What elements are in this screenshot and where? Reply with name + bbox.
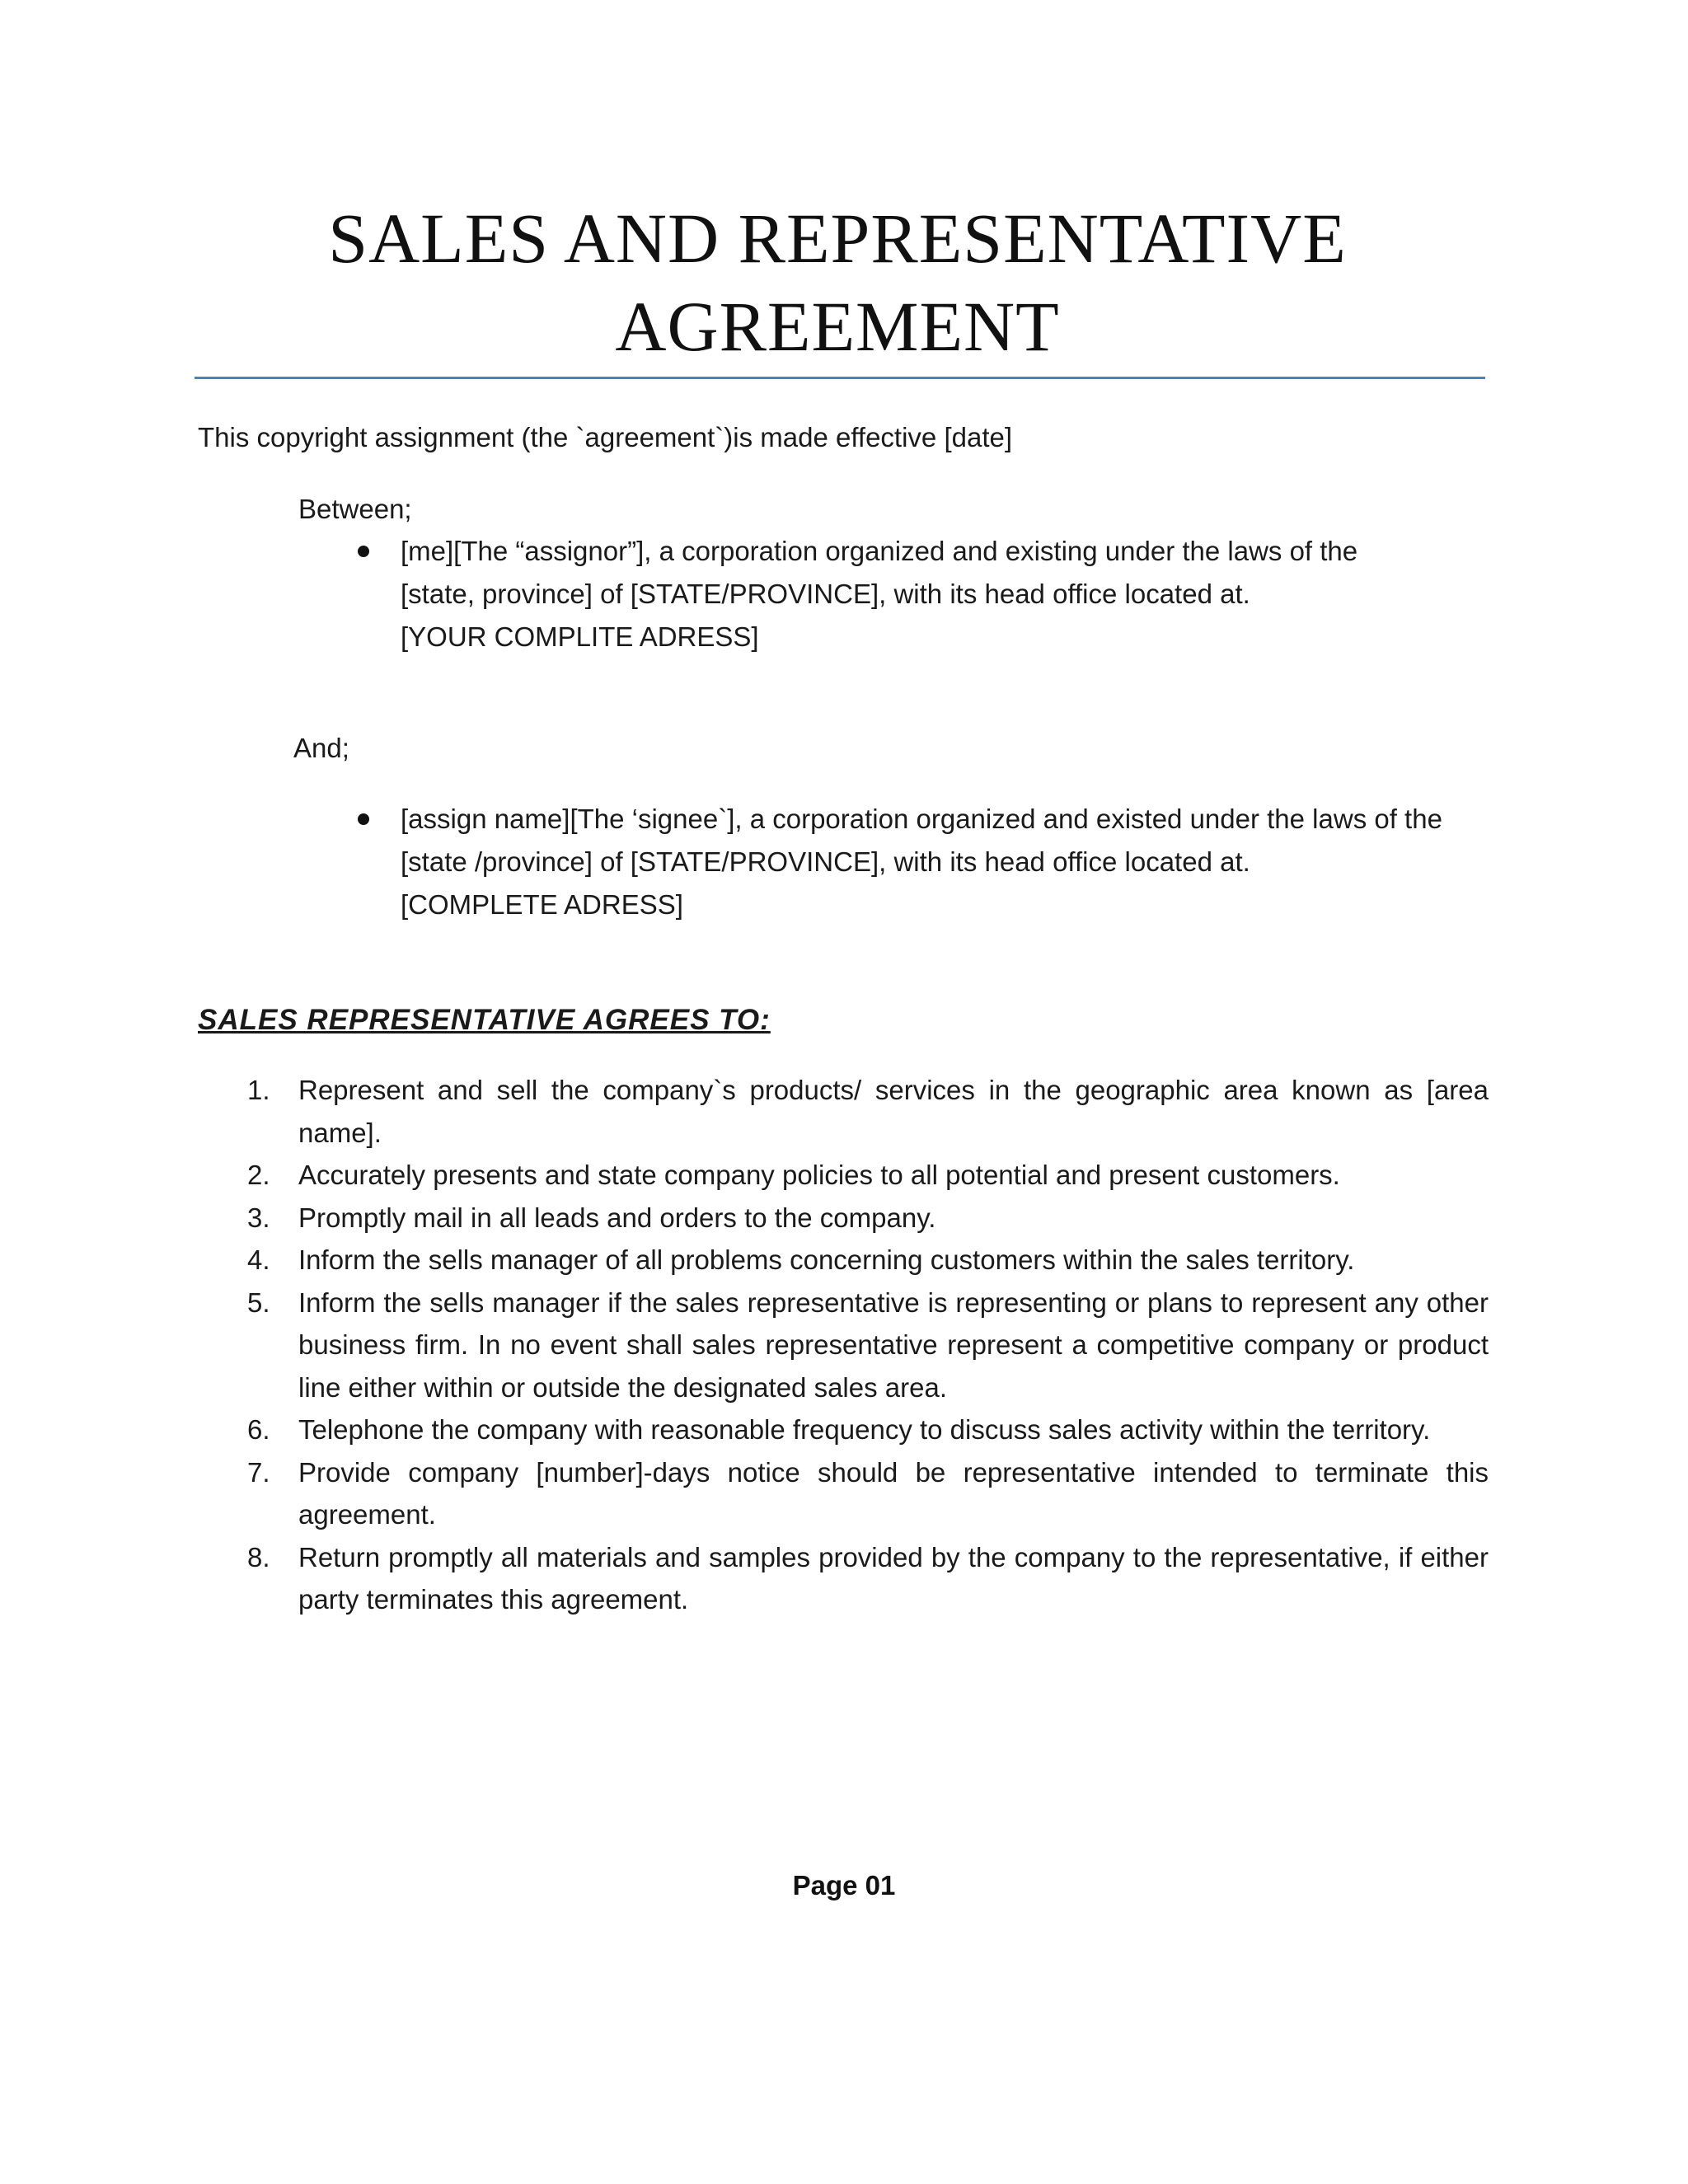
- title-divider: [195, 377, 1485, 379]
- list-item-text: Telephone the company with reasonable frequency to discuss sales activity within the territory.: [298, 1414, 1431, 1445]
- list-item-number: 2.: [247, 1160, 270, 1190]
- party-one-line: [YOUR COMPLITE ADRESS]: [401, 621, 759, 652]
- list-item-number: 5.: [247, 1286, 270, 1318]
- list-item-number: 1.: [247, 1075, 270, 1105]
- terms-list: [198, 1069, 1489, 1621]
- list-item: [198, 1282, 1489, 1409]
- list-item-number: 4.: [247, 1244, 270, 1275]
- section-heading: SALES REPRESENTATIVE AGREES TO:: [198, 1004, 771, 1036]
- list-item-text: Represent and sell the company`s products/ services in the geographic area known as [area name].: [298, 1075, 1489, 1148]
- party-two-line: [assign name][The ‘signee`], a corporation organized and existed under the laws of the: [401, 804, 1442, 834]
- party-one-line: [me][The “assignor”], a corporation organized and existing under the laws of the: [401, 536, 1358, 566]
- document-title: SALES AND REPRESENTATIVE AGREEMENT: [328, 199, 1347, 366]
- list-item-text: Promptly mail in all leads and orders to the company.: [298, 1202, 936, 1233]
- list-item: [198, 1239, 1489, 1282]
- list-item-number: 8.: [247, 1541, 270, 1572]
- list-item-number: 3.: [247, 1202, 270, 1233]
- list-item: [198, 1536, 1489, 1621]
- list-item: [198, 1154, 1489, 1197]
- list-item-text: Provide company [number]-days notice should be representative intended to terminate this agreement.: [298, 1456, 1489, 1530]
- party-two-line: [COMPLETE ADRESS]: [401, 889, 683, 920]
- list-item-number: 7.: [247, 1456, 270, 1488]
- list-item: [198, 1197, 1489, 1240]
- page-number: Page 01: [792, 1870, 896, 1900]
- bullet-icon: [358, 546, 369, 557]
- list-item: [198, 1451, 1489, 1536]
- intro-paragraph: This copyright assignment (the `agreement`)is made effective [date]: [198, 422, 1013, 452]
- list-item-text: Accurately presents and state company policies to all potential and present customers.: [298, 1160, 1340, 1190]
- list-item-text: Return promptly all materials and samples provided by the company to the representative, if either party terminates this agreement.: [298, 1541, 1489, 1615]
- bullet-icon: [358, 813, 369, 825]
- and-label: And;: [293, 733, 349, 763]
- list-item-number: 6.: [247, 1414, 270, 1445]
- party-two-block: [401, 798, 1497, 926]
- party-two-line: [state /province] of [STATE/PROVINCE], with its head office located at.: [401, 846, 1250, 877]
- list-item-text: Inform the sells manager of all problems concerning customers within the sales territory.: [298, 1244, 1355, 1275]
- party-one-line: [state, province] of [STATE/PROVINCE], with its head office located at.: [401, 579, 1250, 609]
- list-item: [198, 1408, 1489, 1451]
- party-one-block: [401, 530, 1497, 658]
- list-item-text: Inform the sells manager if the sales representative is representing or plans to represent any other business firm. In no event shall sales representative represent a competitive company or product line either within or outside the designated sales area.: [298, 1286, 1489, 1403]
- between-label: Between;: [298, 494, 412, 524]
- list-item: [198, 1069, 1489, 1154]
